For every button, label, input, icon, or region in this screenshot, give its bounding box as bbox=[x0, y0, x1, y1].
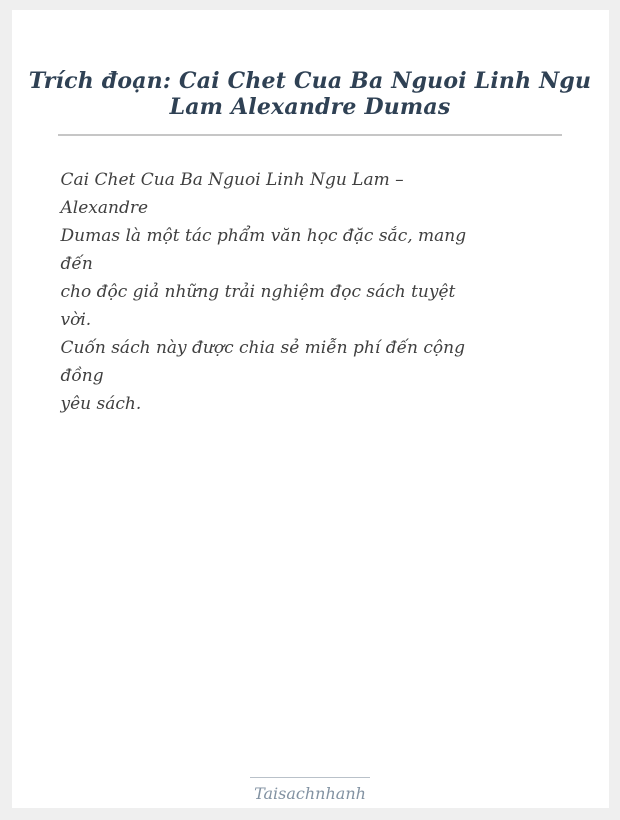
page-footer bbox=[12, 777, 609, 803]
body-line: Cai Chet Cua Ba Nguoi Linh Ngu Lam – bbox=[60, 170, 404, 190]
footer-brand: Taisachnhanh bbox=[254, 784, 366, 803]
body-line: đồng bbox=[60, 366, 104, 386]
page-title: Trích đoạn: Cai Chet Cua Ba Nguoi Linh Ngu Lam Alexandre Dumas bbox=[28, 68, 592, 120]
title-divider bbox=[58, 134, 562, 136]
body-line: Dumas là một tác phẩm văn học đặc sắc, mang bbox=[60, 226, 467, 246]
body-line: cho độc giả những trải nghiệm đọc sách tuyệt bbox=[60, 282, 456, 302]
document-page bbox=[12, 10, 609, 808]
body-line: Cuốn sách này được chia sẻ miễn phí đến cộng bbox=[60, 338, 465, 358]
body-text-block bbox=[61, 166, 549, 418]
footer-divider bbox=[250, 777, 370, 778]
body-line: yêu sách. bbox=[60, 394, 142, 414]
body-line: đến bbox=[60, 254, 93, 274]
body-line: vời. bbox=[60, 310, 92, 330]
body-line: Alexandre bbox=[60, 198, 149, 218]
